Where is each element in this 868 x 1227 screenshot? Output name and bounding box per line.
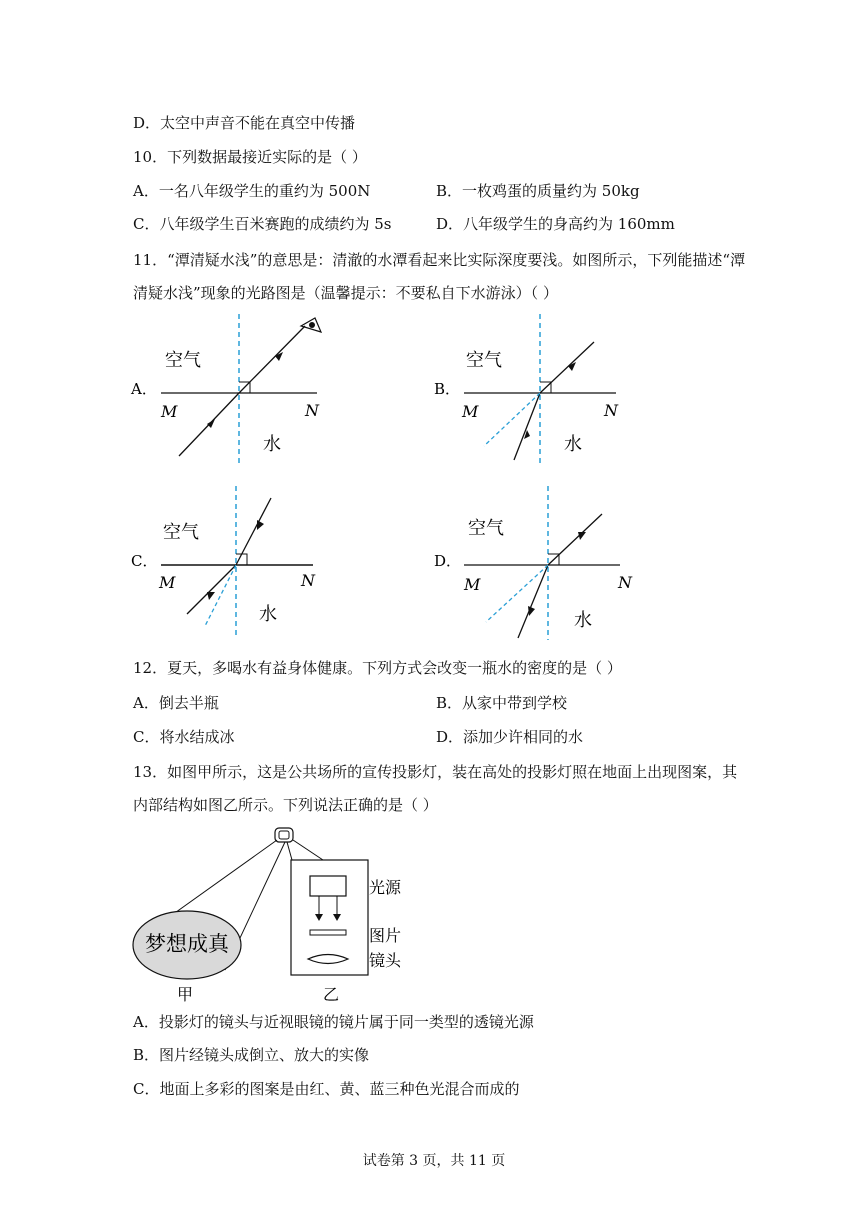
incident-ray — [236, 498, 271, 565]
water-label: 水 — [263, 434, 281, 455]
m-label: M — [464, 575, 481, 594]
n-label: N — [618, 573, 632, 592]
option-b-label: B． — [434, 380, 461, 398]
q11-diagram-c — [125, 480, 335, 640]
air-label: 空气 — [163, 522, 199, 543]
q10-option-c: C．八年级学生百米赛跑的成绩约为 5s — [133, 215, 392, 233]
arrow-head — [528, 606, 535, 616]
incident-ray — [548, 514, 602, 565]
option-d-label: D． — [434, 552, 462, 570]
incident-ray — [514, 393, 540, 460]
option-a-label: A． — [131, 380, 157, 398]
water-label: 水 — [574, 610, 592, 631]
picture-slide — [310, 930, 346, 935]
q11-diagram-d — [428, 480, 638, 645]
air-label: 空气 — [466, 350, 502, 371]
option-c-label: C． — [131, 552, 158, 570]
arrow-head — [207, 419, 215, 428]
figure-jia-label: 甲 — [177, 985, 194, 1004]
zoom-line — [287, 842, 292, 860]
q12-option-a: A．倒去半瓶 — [133, 694, 219, 712]
arrow-head — [578, 532, 586, 540]
m-label: M — [161, 402, 178, 421]
q11-stem-line2: 清疑水浅”现象的光路图是（温馨提示：不要私自下水游泳）（ ） — [133, 284, 558, 302]
arrow-head — [257, 520, 264, 530]
q12-option-b: B．从家中带到学校 — [436, 694, 568, 712]
q11-diagram-a — [125, 310, 335, 470]
q13-option-a: A．投影灯的镜头与近视眼镜的镜片属于同一类型的透镜光源 — [133, 1013, 534, 1031]
virtual-ray — [484, 393, 540, 446]
refracted-ray — [187, 565, 236, 614]
n-label: N — [305, 401, 319, 420]
eye-icon — [301, 318, 321, 332]
page-footer: 试卷第 3 页，共 11 页 — [362, 1153, 506, 1169]
air-label: 空气 — [165, 350, 201, 371]
refracted-ray — [518, 565, 548, 638]
q11-stem-line1: 11．“潭清疑水浅”的意思是：清澈的水潭看起来比实际深度要浅。如图所示，下列能描述“潭 — [133, 251, 746, 269]
q11-diagram-b — [428, 310, 638, 470]
q10-stem: 10．下列数据最接近实际的是（ ） — [133, 148, 367, 166]
n-label: N — [301, 571, 315, 590]
virtual-ray — [486, 565, 548, 622]
projector-diagram — [125, 820, 425, 1010]
air-label: 空气 — [468, 518, 504, 539]
refracted-ray — [239, 326, 305, 393]
water-label: 水 — [564, 434, 582, 455]
q13-option-b: B．图片经镜头成倒立、放大的实像 — [133, 1046, 370, 1064]
m-label: M — [462, 402, 479, 421]
q12-option-d: D．添加少许相同的水 — [436, 728, 584, 746]
q10-option-d: D．八年级学生的身高约为 160mm — [436, 215, 675, 233]
q13-stem-line2: 内部结构如图乙所示。下列说法正确的是（ ） — [133, 796, 438, 814]
refracted-ray — [540, 342, 594, 393]
zoom-line — [293, 840, 323, 860]
slogan-text: 梦想成真 — [145, 932, 229, 956]
lamp-icon — [275, 828, 293, 842]
q13-option-c: C．地面上多彩的图案是由红、黄、蓝三种色光混合而成的 — [133, 1080, 520, 1098]
picture-label: 图片 — [369, 926, 402, 945]
figure-yi-label: 乙 — [323, 985, 340, 1004]
q13-stem-line1: 13．如图甲所示，这是公共场所的宣传投影灯，装在高处的投影灯照在地面上出现图案，其 — [133, 763, 738, 781]
q9-option-d: D．太空中声音不能在真空中传播 — [133, 114, 356, 132]
q12-stem: 12．夏天，多喝水有益身体健康。下列方式会改变一瓶水的密度的是（ ） — [133, 659, 622, 677]
q10-option-a: A．一名八年级学生的重约为 500N — [133, 182, 371, 200]
light-source-box — [310, 876, 346, 896]
n-label: N — [604, 401, 618, 420]
water-label: 水 — [259, 604, 277, 625]
lens-label: 镜头 — [369, 951, 402, 970]
q12-option-c: C．将水结成冰 — [133, 728, 235, 746]
q10-option-b: B．一枚鸡蛋的质量约为 50kg — [436, 182, 640, 200]
arrow-head — [207, 592, 215, 600]
arrow-head — [275, 352, 283, 361]
light-source-label: 光源 — [369, 878, 402, 897]
m-label: M — [159, 573, 176, 592]
